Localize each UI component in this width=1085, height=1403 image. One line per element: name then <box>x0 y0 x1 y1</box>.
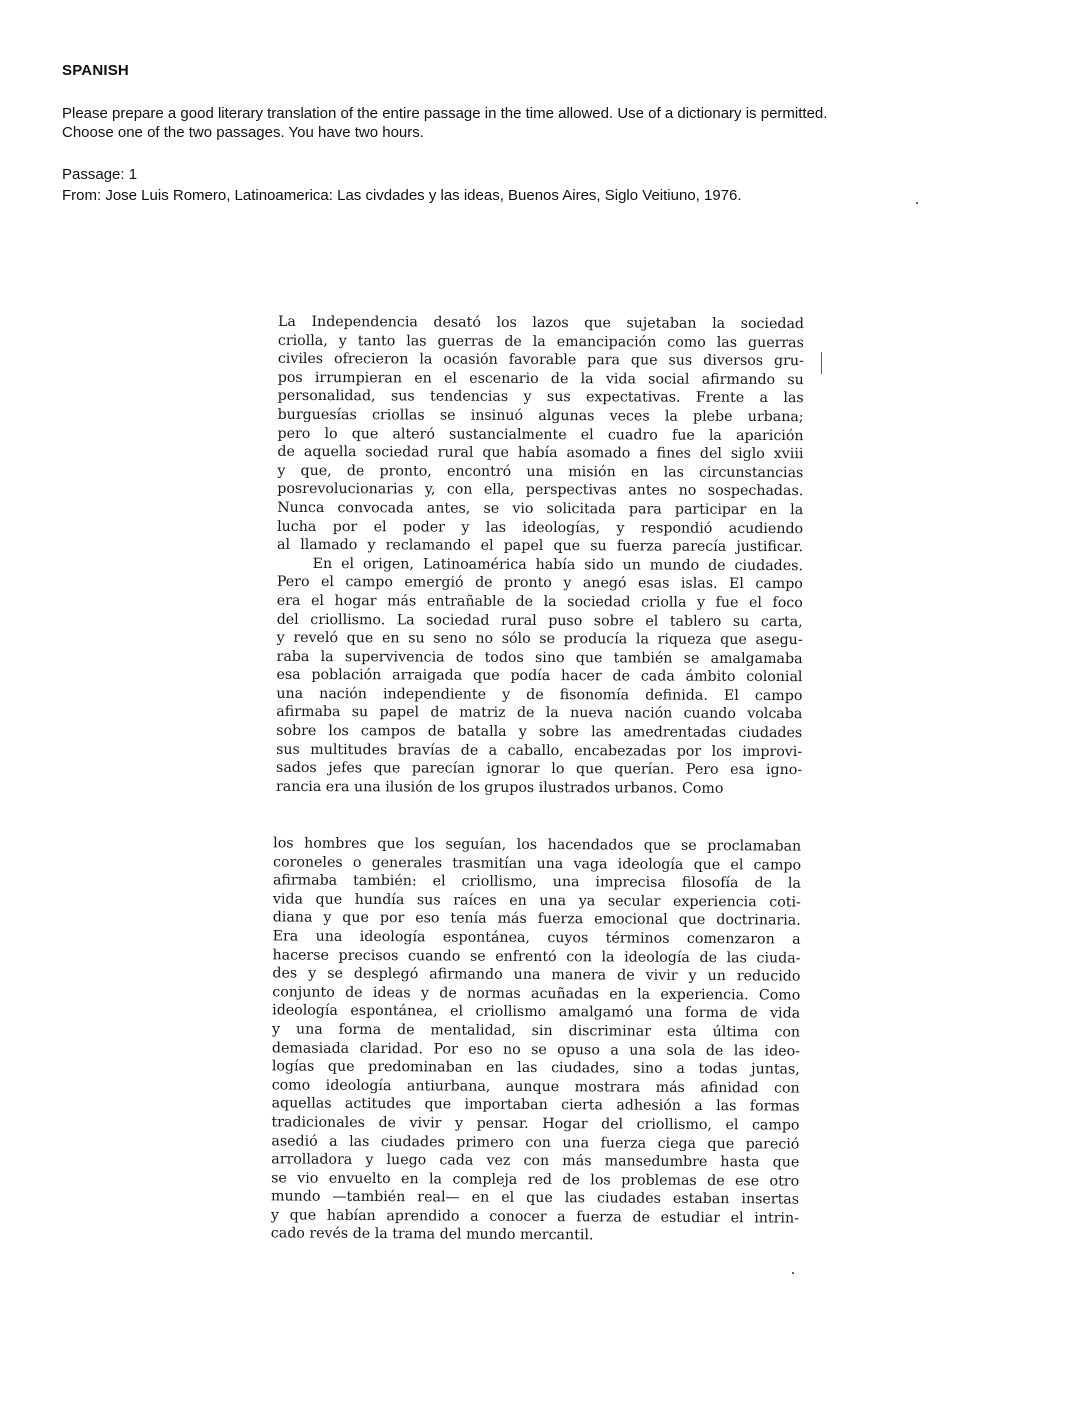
passage-line: tradicionales de vivir y pensar. Hogar del criollismo, el campo <box>271 1114 800 1134</box>
passage-line: y una forma de mentalidad, sin discriminar esta última con <box>272 1021 801 1041</box>
scan-mark <box>792 1272 794 1274</box>
passage-line: y que habían aprendido a conocer a fuerza de estudiar el intrin- <box>270 1207 799 1227</box>
passage-text-block-1 <box>276 313 804 799</box>
exam-title: SPANISH <box>62 62 129 79</box>
passage-line: los hombres que los seguían, los hacendados que se proclamaban <box>273 835 802 855</box>
passage-line: pos irrumpieran en el escenario de la vida social afirmando su <box>277 369 804 388</box>
passage-text-block-2 <box>271 834 801 1246</box>
passage-line: afirmaba también: el criollismo, una imprecisa filosofía de la <box>272 872 802 892</box>
passage-line: vida que hundía sus raíces en una ya secular experiencia coti- <box>272 891 801 911</box>
passage-line: posrevolucionarias y, con ella, perspectivas antes no sospechadas. <box>277 481 804 500</box>
passage-label: Passage: 1 <box>62 166 138 183</box>
instruction-line: Please prepare a good literary translation of the entire passage in the time allowed. Use of a dictionary is permitted. <box>62 105 828 122</box>
passage-line: al llamado y reclamando el papel que su fuerza parecía justificar. <box>277 536 804 556</box>
passage-info <box>62 164 742 206</box>
passage-line: lucha por el poder y las ideologías, y respondió acudiendo <box>277 518 804 537</box>
passage-line: conjunto de ideas y de normas acuñadas en la experiencia. Como <box>272 984 801 1004</box>
passage-line: y que, de pronto, encontró una misión en las circunstancias <box>277 462 804 481</box>
scan-mark <box>916 202 918 204</box>
passage-line: des y se desplegó afirmando una manera de vivir y un reducido <box>272 965 801 985</box>
passage-line: diana y que por eso tenía más fuerza emocional que doctrinaria. <box>272 909 801 929</box>
passage-line: esa población arraigada que podía hacer de cada ámbito colonial <box>276 667 803 686</box>
passage-line: Era una ideología espontánea, cuyos términos comenzaron a <box>272 928 801 948</box>
passage-line: pero lo que alteró sustancialmente el cuadro fue la aparición <box>277 425 804 444</box>
passage-line: ideología espontánea, el criollismo amalgamó una forma de vida <box>272 1002 801 1022</box>
passage-line: se vio envuelto en la compleja red de los problemas de ese otro <box>271 1170 800 1190</box>
passage-line: cado revés de la trama del mundo mercantil. <box>270 1225 594 1244</box>
passage-line: de aquella sociedad rural que había asomado a fines del siglo xviii <box>277 444 804 463</box>
scan-mark <box>821 352 822 374</box>
passage-line: Nunca convocada antes, se vio solicitada para participar en la <box>277 499 804 519</box>
passage-line: sados jefes que parecían ignorar lo que querían. Pero esa igno- <box>276 760 803 779</box>
passage-line: una nación independiente y de fisonomía definida. El campo <box>276 685 803 705</box>
instruction-line: Choose one of the two passages. You have two hours. <box>62 124 424 141</box>
passage-line: arrolladora y luego cada vez con más mansedumbre hasta que <box>271 1151 800 1171</box>
passage-line: mundo —también real— en el que las ciudades estaban insertas <box>270 1188 800 1208</box>
instructions <box>62 104 1052 142</box>
passage-line: asedió a las ciudades primero con una fuerza ciega que pareció <box>271 1132 800 1153</box>
passage-line: civiles ofrecieron la ocasión favorable para que sus diversos gru- <box>277 351 804 370</box>
passage-line: personalidad, sus tendencias y sus expectativas. Frente a las <box>277 388 804 407</box>
passage-line: hacerse precisos cuando se enfrentó con la ideología de las ciuda- <box>272 946 801 967</box>
passage-line: rancia era una ilusión de los grupos ilustrados urbanos. Como <box>275 778 724 797</box>
passage-line: sus multitudes bravías de a caballo, encabezadas por los improvi- <box>276 741 803 760</box>
passage-line: En el origen, Latinoamérica había sido un mundo de ciudades. <box>276 555 803 574</box>
passage-line: demasiada claridad. Por eso no se opuso a una sola de las ideo- <box>271 1039 800 1060</box>
passage-line: La Independencia desató los lazos que sujetaban la sociedad <box>277 313 805 333</box>
passage-line: raba la supervivencia de todos sino que también se amalgamaba <box>276 648 803 667</box>
passage-line: como ideología antiurbana, aunque mostrara más afinidad con <box>271 1077 800 1097</box>
passage-line: sobre los campos de batalla y sobre las amedrentadas ciudades <box>276 722 803 742</box>
passage-source: From: Jose Luis Romero, Latinoamerica: Las civdades y las ideas, Buenos Aires, Siglo Veitiuno, 1976. <box>62 187 742 204</box>
passage-line: afirmaba su papel de matriz de la nueva nación cuando volcaba <box>276 704 803 723</box>
passage-line: del criollismo. La sociedad rural puso sobre el tablero su carta, <box>276 611 803 630</box>
passage-line: logías que predominaban en las ciudades, sino a todas juntas, <box>271 1058 800 1078</box>
passage-line: era el hogar más entrañable de la sociedad criolla y fue el foco <box>276 592 803 612</box>
passage-line: coroneles o generales trasmitían una vaga ideología que el campo <box>273 853 802 874</box>
passage-line: aquellas actitudes que importaban cierta adhesión a las formas <box>271 1095 800 1115</box>
passage-line: y reveló que en su seno no sólo se producía la riqueza que asegu- <box>276 629 803 649</box>
passage-line: Pero el campo emergió de pronto y anegó esas islas. El campo <box>276 574 803 593</box>
passage-line: burguesías criollas se insinuó algunas veces la plebe urbana; <box>277 406 804 426</box>
passage-line: criolla, y tanto las guerras de la emancipación como las guerras <box>277 332 804 351</box>
